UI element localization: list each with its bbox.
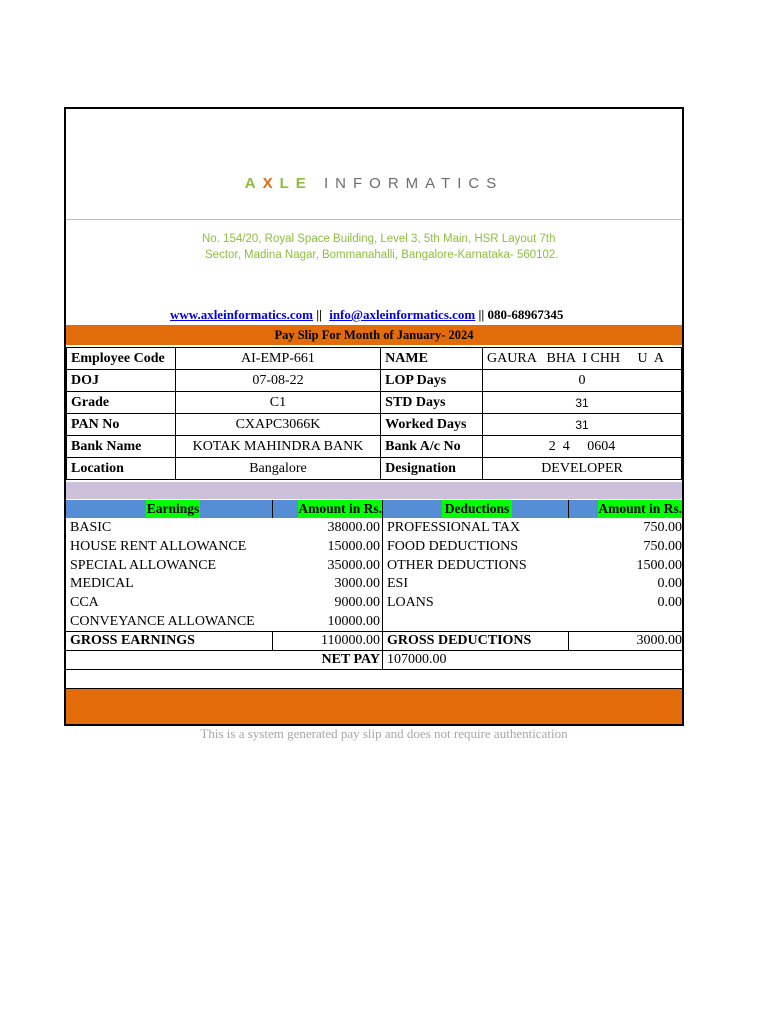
earning-amount: 9000.00 [334,595,380,611]
lop-days-label: LOP Days [381,370,483,392]
lop-days-value: 0 [483,370,682,392]
gross-earnings-label: GROSS EARNINGS [70,633,195,648]
net-pay-value: 107000.00 [387,652,447,667]
grade-label: Grade [67,392,176,414]
worked-days-label: Worked Days [381,414,483,436]
net-pay-label: NET PAY [321,652,380,667]
deduction-label: PROFESSIONAL TAX [387,520,521,535]
gross-deductions-value: 3000.00 [636,633,682,648]
name-value: GAURA BHA I CHH U A [483,348,682,370]
earnings-header: Earnings [146,501,200,516]
earnings-deductions-row [66,612,682,631]
earnings-deductions-row [66,537,682,556]
header-divider [66,219,682,220]
grade-value: C1 [175,392,380,414]
worked-days-value: 31 [483,414,682,436]
footer-band [66,689,682,724]
separator-band [66,482,682,499]
earning-label: BASIC [70,520,112,535]
deduction-amount: 0.00 [657,576,682,592]
earning-amount: 15000.00 [327,538,380,554]
gross-row [66,631,682,650]
net-pay-row [66,650,682,669]
bank-account-value: 2 4 0604 [483,436,682,458]
website-link[interactable]: www.axleinformatics.com [170,307,313,322]
bank-name-value: KOTAK MAHINDRA BANK [175,436,380,458]
std-days-value: 31 [483,392,682,414]
pan-label: PAN No [67,414,176,436]
earning-label: CCA [70,595,99,611]
location-value: Bangalore [175,458,380,480]
separator: || [478,307,485,322]
gross-deductions-label: GROSS DEDUCTIONS [387,633,532,648]
employee-code-label: Employee Code [67,348,176,370]
deduction-label: ESI [387,576,408,592]
earning-amount: 3000.00 [334,576,380,592]
deduction-label: LOANS [387,595,434,611]
designation-value: DEVELOPER [483,458,682,480]
name-label: NAME [381,348,483,370]
gross-divider-1 [272,631,273,650]
earning-label: HOUSE RENT ALLOWANCE [70,538,247,554]
earning-label: MEDICAL [70,576,134,592]
designation-label: Designation [381,458,483,480]
earnings-deductions-row [66,574,682,593]
address-line-1: No. 154/20, Royal Space Building, Level 3, 5th Main, HSR Layout 7th [202,233,556,245]
gross-divider-2 [568,631,569,650]
earning-label: SPECIAL ALLOWANCE [70,557,217,573]
pay-slip [64,107,684,726]
company-contact [170,307,563,323]
deduction-amount: 750.00 [643,520,682,535]
separator: || [316,307,322,322]
earning-label: CONVEYANCE ALLOWANCE [70,614,255,629]
company-address [202,231,559,263]
net-pay-bottom-border [66,669,682,670]
deduction-label: FOOD DEDUCTIONS [387,538,519,554]
bank-account-label: Bank A/c No [381,436,483,458]
earning-amount: 38000.00 [327,520,380,535]
employee-code-value: AI-EMP-661 [175,348,380,370]
email-link[interactable]: info@axleinformatics.com [329,307,476,322]
center-divider [382,500,383,670]
footer-note: This is a system generated pay slip and does not require authentication [200,726,568,741]
slip-title: Pay Slip For Month of January- 2024 [66,325,682,345]
employee-info-table [66,347,682,480]
earnings-deductions-row [66,593,682,612]
bank-name-label: Bank Name [67,436,176,458]
deductions-head-divider [568,500,569,518]
company-logo: AXLE INFORMATICS [244,175,504,192]
earnings-deductions-row [66,518,682,537]
gross-earnings-value: 110000.00 [321,633,380,648]
company-header [66,109,682,325]
deductions-amount-header: Amount in Rs. [598,501,682,516]
deductions-header: Deductions [442,500,512,518]
deduction-amount: 750.00 [643,538,682,554]
pan-value: CXAPC3066K [175,414,380,436]
earning-amount: 35000.00 [327,557,380,573]
earnings-deductions-row [66,556,682,575]
std-days-label: STD Days [381,392,483,414]
table-header-row [66,500,682,518]
phone-number: 080-68967345 [487,307,564,322]
deduction-amount: 1500.00 [636,557,682,573]
address-line-2: Sector, Madina Nagar, Bommanahalli, Bangalore-Karnataka- 560102. [205,249,559,261]
earnings-amount-header: Amount in Rs. [298,501,382,516]
earning-amount: 10000.00 [327,614,380,629]
doj-label: DOJ [67,370,176,392]
doj-value: 07-08-22 [175,370,380,392]
location-label: Location [67,458,176,480]
deduction-amount: 0.00 [657,595,682,611]
earnings-head-divider [272,500,273,518]
deduction-label: OTHER DEDUCTIONS [387,557,527,573]
